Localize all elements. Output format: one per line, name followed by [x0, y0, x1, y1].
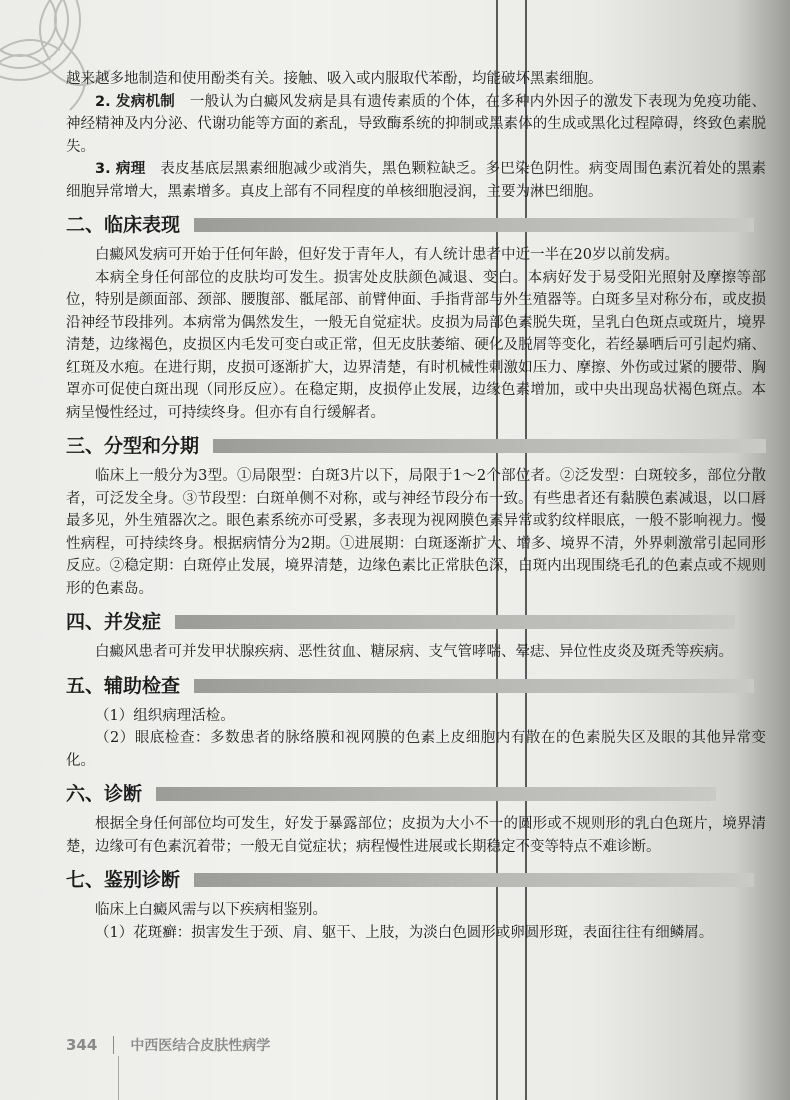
section-heading-text: 五、辅助检查: [66, 674, 181, 697]
section-heading: [66, 212, 766, 238]
section-heading: [66, 867, 766, 893]
section-heading-text: 七、鉴别诊断: [66, 869, 181, 891]
heading-decor-bar: [194, 873, 754, 887]
section-heading-text: 六、诊断: [66, 783, 143, 805]
heading-decor-bar: [156, 787, 716, 801]
paragraph-text: 本病全身任何部位的皮肤均可发生。损害处皮肤颜色减退、变白。本病好发于易受阳光照射及摩擦等部位，特别是颜面部、颈部、腰腹部、骶尾部、前臂伸面、手指背部与外生殖器等。白斑多呈对称分布，或皮损沿神经节段排列。本病常为偶然发生，一般无自觉症状。皮损为局部色素脱失斑，呈乳白色斑点或斑片，境界清楚，边缘褐色，皮损区内毛发可变白或正常，但无皮肤萎缩、硬化及脱屑等变化，若经暴晒后可引起灼痛、红斑及水疱。在进行期，皮损可逐渐扩大，边界清楚，有时机械性刺激如压力、摩擦、外伤或过紧的腰带、胸罩亦可促使白斑出现（同形反应）。在稳定期，皮损停止发展，边缘色素增加，或中央出现岛状褐色斑点。本病呈慢性经过，可持续终身。但亦有自行缓解者。: [66, 269, 766, 421]
paragraph: [66, 899, 766, 922]
paragraph: [66, 727, 766, 772]
footer-rule: [118, 1056, 119, 1100]
section-heading: [66, 781, 766, 807]
paragraph-text: （2）眼底检查：多数患者的脉络膜和视网膜的色素上皮细胞内有散在的色素脱失区及眼的其他异常变化。: [66, 730, 766, 769]
paragraph: [66, 705, 766, 728]
paragraph: [66, 68, 766, 91]
paragraph-text: （1）花斑癣：损害发生于颈、肩、躯干、上肢，为淡白色圆形或卵圆形斑，表面往往有细鳞屑。: [95, 924, 714, 941]
paragraph-text: 临床上白癜风需与以下疾病相鉴别。: [95, 902, 327, 918]
heading-decor-bar: [194, 679, 754, 693]
section-heading: [66, 673, 766, 699]
section-heading-text: 三、分型和分期: [66, 435, 200, 457]
page-content: [66, 68, 766, 944]
paragraph-text: （1）组织病理活检。: [95, 707, 235, 724]
paragraph-label: 3. 病理: [95, 161, 146, 177]
paragraph: [66, 244, 766, 267]
paragraph: [66, 813, 766, 858]
paragraph-text: 一般认为白癜风发病是具有遗传素质的个体，在多种内外因子的激发下表现为免疫功能、神经精神及内分泌、代谢功能等方面的紊乱，导致酶系统的抑制或黑素体的生成或黑化过程障碍，终致色素脱失。: [66, 93, 767, 155]
paragraph-text: 白癜风患者可并发甲状腺疾病、恶性贫血、糖尿病、支气管哮喘、晕痣、异位性皮炎及斑秃等疾病。: [95, 644, 733, 660]
paragraph: [66, 91, 766, 159]
paragraph: [66, 641, 766, 664]
paragraph: [66, 158, 766, 203]
heading-decor-bar: [175, 615, 735, 629]
paragraph-text: 临床上一般分为3型。①局限型：白斑3片以下，局限于1～2个部位者。②泛发型：白斑较多，部位分散者，可泛发全身。③节段型：白斑单侧不对称，或与神经节段分布一致。有些患者还有黏膜色素减退，以口唇最多见，外生殖器次之。眼色素系统亦可受累，多表现为视网膜色素异常或豹纹样眼底，一般不影响视力。慢性病程，可持续终身。根据病情分为2期。①进展期：白斑逐渐扩大、增多、境界不清，外界刺激常引起同形反应。②稳定期：白斑停止发展，境界清楚，边缘色素比正常肤色深，白斑内出现围绕毛孔的色素点或不规则形的色素岛。: [66, 468, 766, 597]
paragraph-text: 越来越多地制造和使用酚类有关。接触、吸入或内服取代苯酚，均能破坏黑素细胞。: [66, 71, 603, 87]
paragraph: [66, 465, 766, 600]
footer-separator: [113, 1036, 114, 1054]
section-heading-text: 四、并发症: [66, 611, 162, 633]
section-heading: [66, 609, 766, 635]
paragraph-text: 白癜风发病可开始于任何年龄，但好发于青年人，有人统计患者中近一半在20岁以前发病。: [95, 247, 679, 263]
paragraph-text: 根据全身任何部位均可发生，好发于暴露部位；皮损为大小不一的圆形或不规则形的乳白色斑片，境界清楚，边缘可有色素沉着带；一般无自觉症状；病程慢性进展或长期稳定不变等特点不难诊断。: [66, 816, 766, 855]
paragraph: [66, 922, 766, 945]
book-title: 中西医结合皮肤性病学: [130, 1038, 271, 1054]
section-heading-text: 二、临床表现: [66, 214, 181, 236]
paragraph: [66, 267, 766, 425]
paragraph-label: 2. 发病机制: [95, 93, 176, 110]
page-footer: [66, 1033, 766, 1057]
paragraph-text: 表皮基底层黑素细胞减少或消失，黑色颗粒缺乏。多巴染色阴性。病变周围色素沉着处的黑素细胞异常增大，黑素增多。真皮上部有不同程度的单核细胞浸润，主要为淋巴细胞。: [66, 161, 766, 200]
heading-decor-bar: [213, 439, 766, 453]
section-heading: [66, 433, 766, 459]
page-number: 344: [66, 1036, 98, 1054]
heading-decor-bar: [194, 218, 754, 232]
